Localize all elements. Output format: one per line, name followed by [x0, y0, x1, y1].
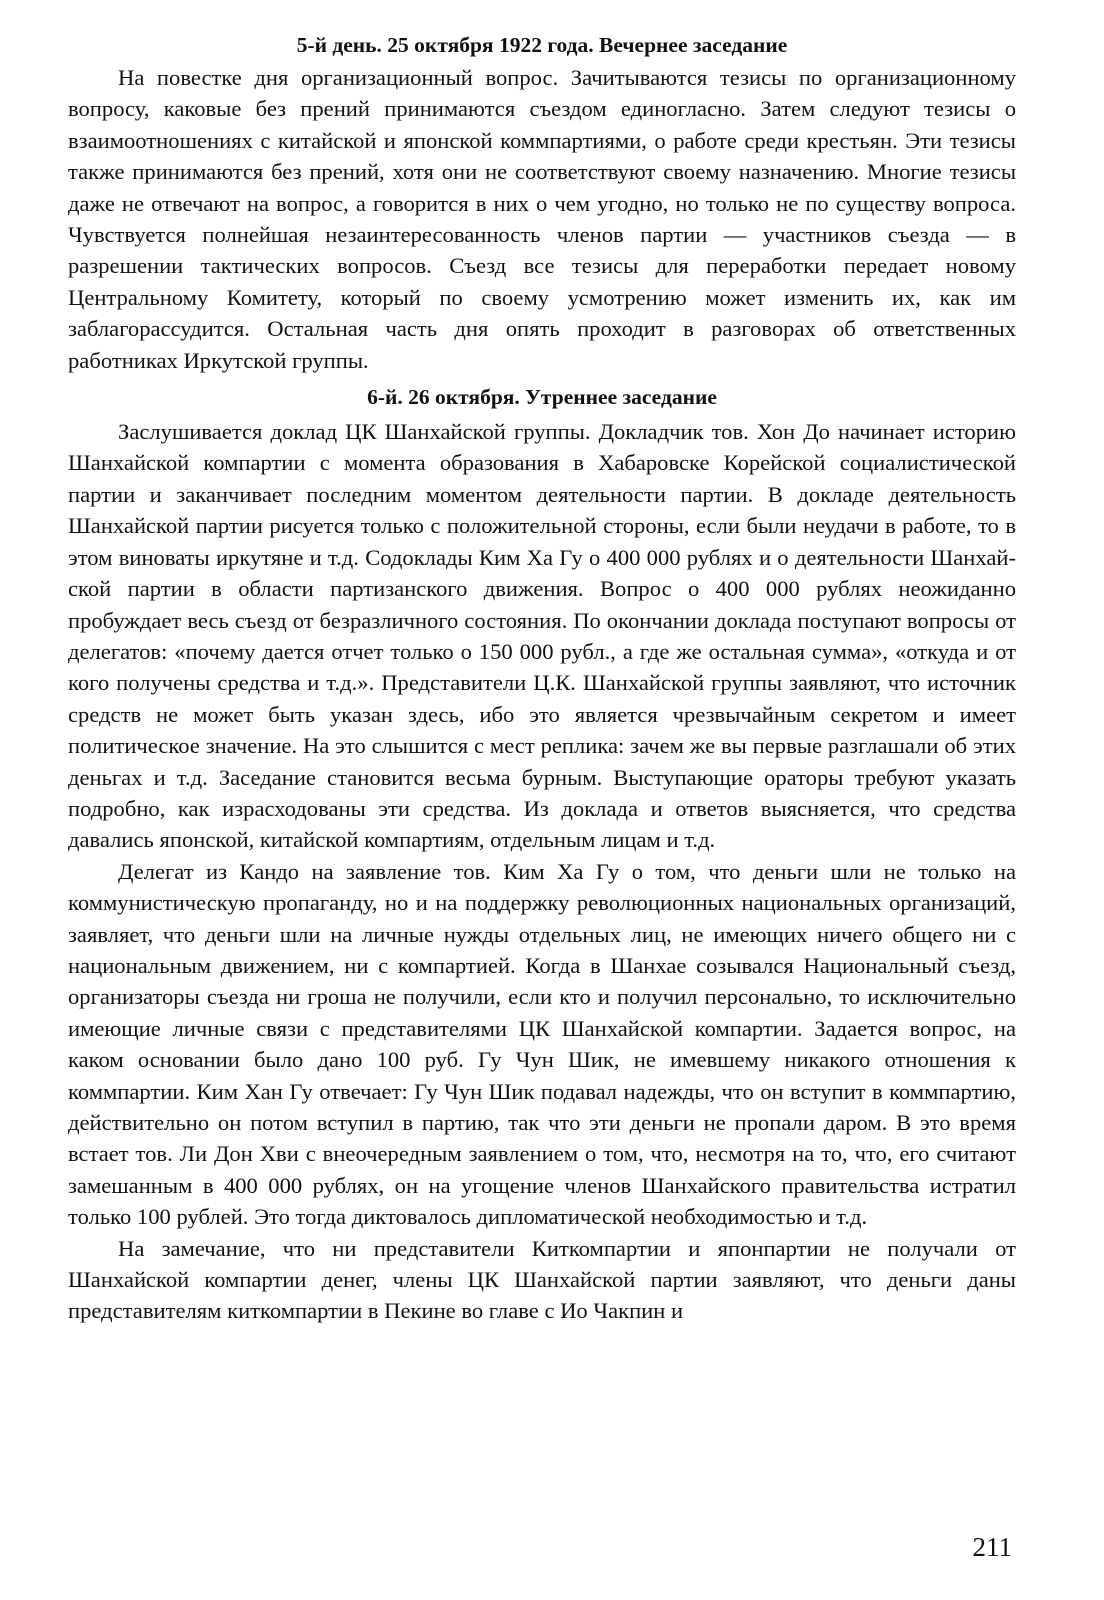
paragraph: Делегат из Кандо на заявление тов. Ким Ха Гу о том, что деньги шли не только на коммунистическую пропаганду, но и на поддержку революционных национальных организаций, заявляет, что деньги шли на личные нужды отдельных лиц, не имеющих ничего общего ни с национальным движением, ни с компартией. Когда в Шанхае созывался Национальный съезд, организаторы съезда ни гроша не получили, если кто и получил персонально, то исключительно имеющие личные связи с представителями ЦК Шанхайской компартии. Задается вопрос, на каком основании было дано 100 руб. Гу Чун Шик, не имевшему никакого отношения к коммпартии. Ким Хан Гу отвечает: Гу Чун Шик подавал надежды, что он вступит в коммпартию, действительно он потом вступил в партию, так что эти деньги не пропали даром. В это время встает тов. Ли Дон Хви с внеочередным заявлением о том, что, несмотря на то, что, его считают замешанным в 400 000 рублях, он на угощение членов Шанхайского правительства истратил только 100 рублей. Это тогда диктовалось дипломатической необходимостью и т.д. [68, 858, 1016, 1230]
page-number: 211 [972, 1532, 1012, 1562]
document-page [68, 30, 1016, 1327]
paragraph: Заслушивается доклад ЦК Шанхайской группы. Докладчик тов. Хон До начинает историю Шанхайской компартии с момента образования в Хабаровске Корейской социалистической партии и заканчивает последним моментом деятельности партии. В докладе деятельность Шанхайской партии рисуется только с положительной стороны, если были неудачи в работе, то в этом виноваты иркутяне и т.д. Содоклады Ким Ха Гу о 400 000 рублях и о деятельности Шанхайской партии в области партизанского движения. Вопрос о 400 000 рублях неожиданно пробуждает весь съезд от безразличного состояния. По окончании доклада поступают вопросы от делегатов: «почему дается отчет только о 150 000 рубл., а где же остальная сумма», «откуда и от кого получены средства и т.д.». Представители Ц.К. Шанхайской группы заявляют, что источник средств не может быть указан здесь, ибо это является чрезвычайным секретом и имеет политическое значение. На это слышится с мест реплика: зачем же вы первые разглашали об этих деньгах и т.д. Заседание становится весьма бурным. Выступающие ораторы требуют указать подробно, как израсходованы эти средства. Из доклада и ответов выясняется, что средства давались японской, китайской компартиям, отдельным лицам и т.д. [68, 419, 1016, 853]
section-heading-day5: 5-й день. 25 октября 1922 года. Вечернее заседание [296, 33, 788, 57]
paragraph: На замечание, что ни представители Киткомпартии и японпартии не получали от Шанхайской компартии денег, члены ЦК Шанхайской партии заявляют, что деньги даны представителям киткомпартии в Пекине во главе с Ио Чакпин и [68, 1235, 1016, 1324]
paragraph: На повестке дня организационный вопрос. Зачитываются тезисы по организационному вопросу, каковые без прений принимаются съездом единогласно. Затем следуют тезисы о взаимоотношениях с китайской и японской коммпартиями, о работе среди крестьян. Эти тезисы также принимаются без прений, хотя они не соответствуют своему назначению. Многие тезисы даже не отвечают на вопрос, а говорится в них о чем угодно, но только не по существу вопроса. Чувствуется полнейшая незаинтересованность членов партии — участников съезда — в разрешении тактических вопросов. Съезд все тезисы для переработки передает новому Центральному Комитету, который по своему усмотрению может изменить их, как им заблагорассудится. Остальная часть дня опять проходит в разговорах об ответственных работниках Иркутской группы. [68, 65, 1016, 373]
section-heading-day6: 6-й. 26 октября. Утреннее заседание [367, 385, 717, 410]
